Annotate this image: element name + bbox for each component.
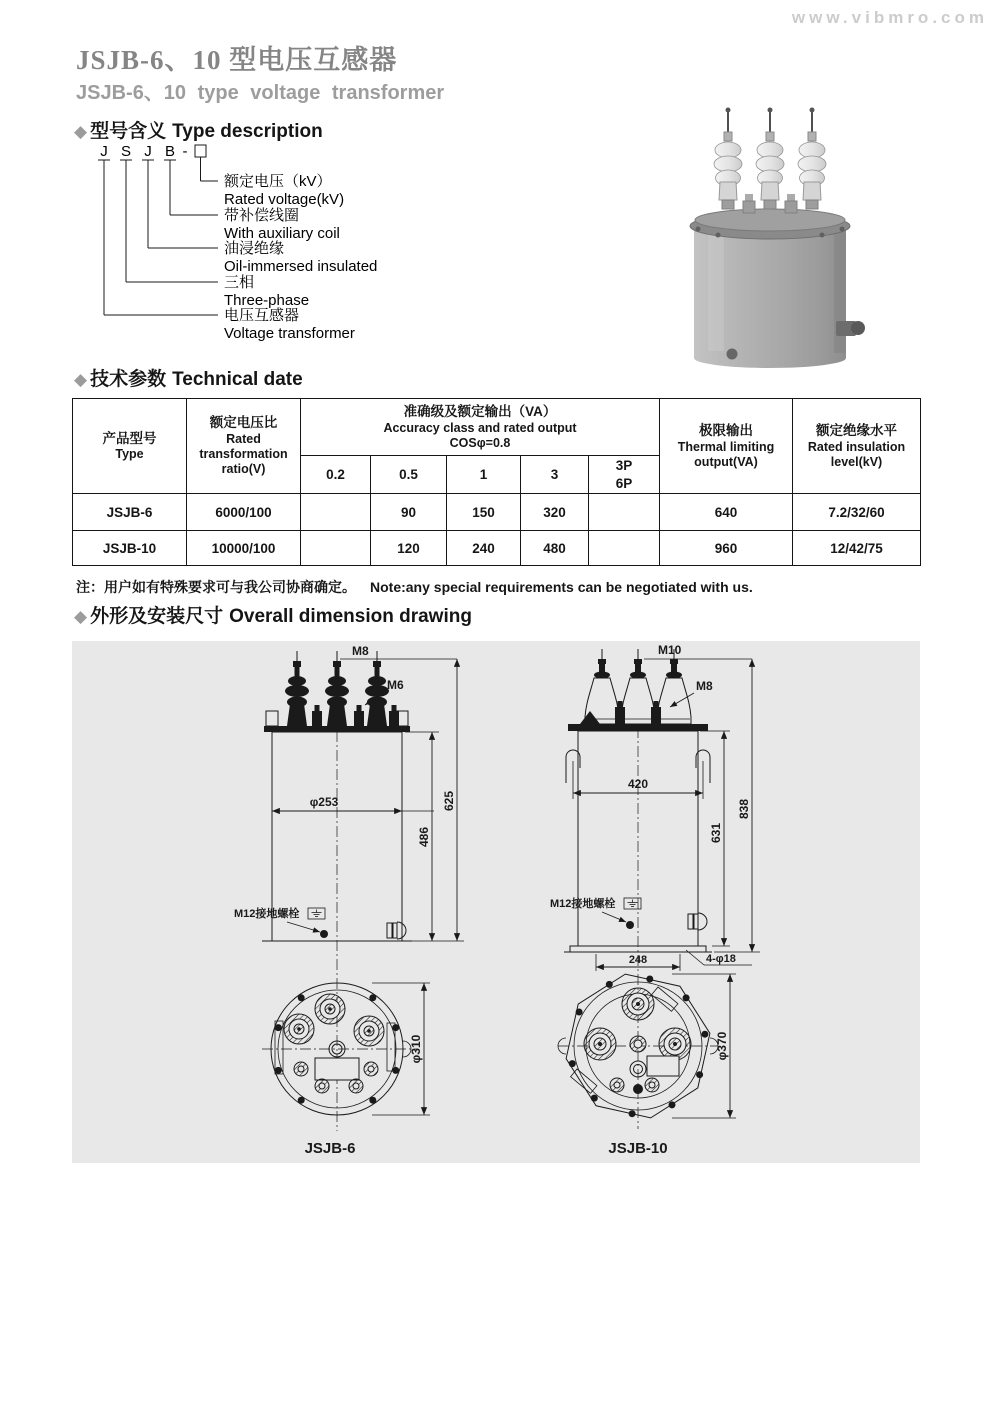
transformer-lid bbox=[690, 209, 850, 239]
section-heading-dimension bbox=[74, 601, 472, 628]
type-code-letters bbox=[98, 143, 206, 160]
jsjb6-nameplate bbox=[315, 1058, 359, 1080]
page-subtitle: JSJB-6、10 type voltage transformer bbox=[76, 82, 445, 104]
jsjb6-drain-valve bbox=[387, 922, 406, 939]
type-letter-dash: - bbox=[182, 143, 188, 160]
item-voltage-transformer-cn: 电压互感器 bbox=[224, 307, 300, 324]
cell-acc-02 bbox=[301, 494, 371, 531]
section-technical-cn: 技术参数 bbox=[90, 369, 167, 390]
type-letter-b: B bbox=[164, 143, 176, 160]
col-header-insulation: 额定绝缘水平 Rated insulation level(kV) bbox=[793, 399, 921, 494]
cell-ratio: 10000/100 bbox=[187, 531, 301, 566]
col-header-type: 产品型号 Type bbox=[73, 399, 187, 494]
svg-text:248: 248 bbox=[628, 954, 648, 966]
note-cn: 注：用户如有特殊要求可与我公司协商确定。 bbox=[76, 579, 356, 595]
jsjb10-top-view bbox=[558, 974, 736, 1157]
dim-body-diameter bbox=[272, 795, 434, 811]
item-three-phase-cn: 三相 bbox=[224, 274, 255, 291]
item-oil-immersed-en: Oil-immersed insulated bbox=[224, 258, 378, 275]
col-header-acc-1: 1 bbox=[447, 456, 521, 494]
cell-acc-3: 480 bbox=[521, 531, 589, 566]
cell-acc-05: 90 bbox=[371, 494, 447, 531]
diamond-icon: ◆ bbox=[74, 122, 88, 141]
jsjb10-ground-bolt bbox=[550, 896, 641, 929]
dim-m10-label: M10 bbox=[658, 643, 682, 657]
dim-m8-label: M8 bbox=[352, 644, 369, 658]
type-code-items bbox=[224, 172, 377, 342]
dim-m6-label: M6 bbox=[387, 678, 404, 692]
item-aux-coil-cn: 带补偿线圈 bbox=[224, 207, 300, 224]
col-header-ratio: 额定电压比 Rated transformation ratio(V) bbox=[187, 399, 301, 494]
type-letter-s: S bbox=[120, 143, 132, 160]
cell-acc-3: 320 bbox=[521, 494, 589, 531]
jsjb6-top-bushings bbox=[284, 994, 384, 1046]
table-row bbox=[73, 494, 921, 531]
jsjb10-label: JSJB-10 bbox=[608, 1140, 668, 1157]
svg-text:φ310: φ310 bbox=[409, 1034, 423, 1064]
col-header-acc-3p6p: 3P 6P bbox=[589, 456, 660, 494]
dim-total-height-10 bbox=[714, 659, 760, 952]
dimension-drawings bbox=[72, 641, 920, 1163]
item-three-phase-en: Three-phase bbox=[224, 292, 310, 309]
item-rated-voltage-en: Rated voltage(kV) bbox=[224, 191, 345, 208]
dim-tank-height-10 bbox=[700, 731, 730, 946]
type-letter-j2: J bbox=[144, 143, 152, 160]
col-header-accuracy: 准确级及额定输出（VA） Accuracy class and rated output COSφ=0.8 bbox=[301, 399, 660, 456]
item-rated-voltage-cn: 额定电压（kV） bbox=[224, 173, 332, 190]
section-technical-en: Technical date bbox=[172, 369, 303, 390]
type-code-connector-lines bbox=[104, 157, 218, 315]
item-voltage-transformer-en: Voltage transformer bbox=[224, 325, 355, 342]
transformer-tank bbox=[694, 226, 846, 368]
col-header-acc-3: 3 bbox=[521, 456, 589, 494]
jsjb6-top-view bbox=[262, 983, 430, 1157]
cell-acc-05: 120 bbox=[371, 531, 447, 566]
cell-acc-1: 150 bbox=[447, 494, 521, 531]
note-en: Note:any special requirements can be negotiated with us. bbox=[370, 579, 753, 595]
cell-type: JSJB-10 bbox=[73, 531, 187, 566]
svg-text:φ370: φ370 bbox=[715, 1031, 729, 1061]
cell-insulation: 12/42/75 bbox=[793, 531, 921, 566]
cell-ratio: 6000/100 bbox=[187, 494, 301, 531]
technical-parameters-table bbox=[72, 398, 921, 566]
site-watermark: www.vibmro.com bbox=[791, 8, 988, 27]
dim-tank-height bbox=[405, 732, 439, 941]
col-header-acc-05: 0.5 bbox=[371, 456, 447, 494]
col-header-thermal: 极限输出 Thermal limiting output(VA) bbox=[660, 399, 793, 494]
dim-total-height bbox=[410, 659, 464, 941]
section-type-en: Type description bbox=[172, 121, 323, 142]
svg-text:631: 631 bbox=[709, 822, 723, 844]
cell-thermal: 640 bbox=[660, 494, 793, 531]
jsjb10-nameplate bbox=[647, 1056, 679, 1076]
col-header-acc-02: 0.2 bbox=[301, 456, 371, 494]
svg-text:φ253: φ253 bbox=[309, 795, 339, 809]
cell-insulation: 7.2/32/60 bbox=[793, 494, 921, 531]
type-code-diagram bbox=[88, 138, 628, 368]
jsjb6-label: JSJB-6 bbox=[304, 1140, 356, 1157]
product-photo bbox=[628, 86, 913, 376]
section-type-cn: 型号含义 bbox=[90, 121, 167, 142]
svg-text:420: 420 bbox=[627, 777, 649, 791]
cell-acc-3p6p bbox=[589, 531, 660, 566]
diamond-icon: ◆ bbox=[74, 607, 88, 626]
table-note bbox=[76, 577, 753, 597]
section-dimension-en: Overall dimension drawing bbox=[229, 606, 472, 627]
jsjb10-bushings bbox=[580, 649, 691, 724]
cell-acc-02 bbox=[301, 531, 371, 566]
jsjb6-ground-bolt bbox=[234, 906, 328, 938]
table-row bbox=[73, 531, 921, 566]
section-heading-technical bbox=[74, 364, 303, 391]
item-oil-immersed-cn: 油浸绝缘 bbox=[224, 240, 285, 257]
dimension-drawing-panel bbox=[72, 641, 920, 1163]
cell-acc-1: 240 bbox=[447, 531, 521, 566]
jsjb10-drain-valve bbox=[688, 913, 707, 930]
diamond-icon: ◆ bbox=[74, 370, 88, 389]
porcelain-bushings bbox=[714, 108, 826, 214]
page-title: JSJB-6、10 型电压互感器 bbox=[76, 45, 398, 75]
svg-text:486: 486 bbox=[417, 826, 431, 848]
cell-type: JSJB-6 bbox=[73, 494, 187, 531]
type-code-placeholder-box bbox=[195, 145, 206, 157]
cell-thermal: 960 bbox=[660, 531, 793, 566]
ground-bolt-label: M12接地螺栓 bbox=[234, 908, 300, 920]
dim-m8-label: M8 bbox=[696, 679, 713, 693]
item-aux-coil-en: With auxiliary coil bbox=[224, 225, 340, 242]
svg-text:625: 625 bbox=[442, 790, 456, 812]
ground-bolt-label: M12接地螺栓 bbox=[550, 898, 616, 910]
svg-text:838: 838 bbox=[737, 798, 751, 820]
svg-text:4-φ18: 4-φ18 bbox=[706, 953, 736, 965]
section-dimension-cn: 外形及安装尺寸 bbox=[90, 606, 224, 627]
cell-acc-3p6p bbox=[589, 494, 660, 531]
jsjb6-lid bbox=[264, 726, 410, 732]
type-letter-j1: J bbox=[100, 143, 108, 160]
dim-base-width bbox=[596, 954, 680, 971]
jsjb10-lid bbox=[568, 724, 708, 731]
